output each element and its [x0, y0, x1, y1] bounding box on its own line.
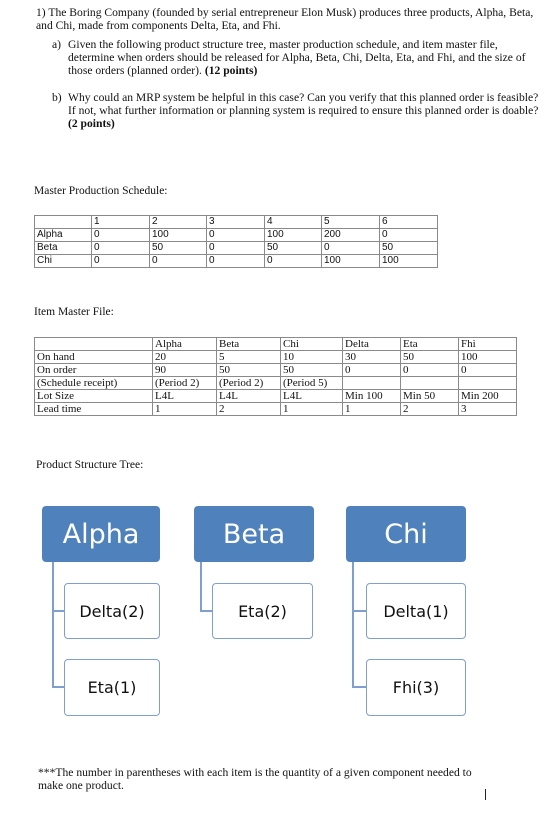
tree-connector: [352, 562, 354, 687]
table-row: [35, 229, 438, 242]
mps-cell: 0: [92, 242, 150, 255]
imf-column-header: Fhi: [459, 338, 517, 351]
imf-cell: 10: [281, 351, 343, 364]
footnote: ***The number in parentheses with each item is the quantity of a given component needed to make one product.: [38, 766, 472, 792]
mps-table: [34, 215, 438, 268]
mps-period: 1: [92, 216, 150, 229]
mps-cell: 0: [322, 242, 380, 255]
imf-cell: 0: [343, 364, 401, 377]
part-b-label: b): [52, 91, 62, 104]
imf-cell: 90: [153, 364, 217, 377]
tree-node-alpha: Alpha: [42, 506, 160, 562]
imf-row-label: (Schedule receipt): [35, 377, 153, 390]
table-row: [35, 351, 517, 364]
tree-connector: [52, 610, 64, 612]
mps-cell: 0: [265, 255, 322, 268]
imf-column-header: Chi: [281, 338, 343, 351]
imf-cell: L4L: [153, 390, 217, 403]
mps-item: Beta: [35, 242, 92, 255]
imf-cell: 1: [343, 403, 401, 416]
mps-cell: 100: [265, 229, 322, 242]
imf-cell: (Period 2): [217, 377, 281, 390]
imf-header-row: [35, 338, 517, 351]
imf-row-label: Lead time: [35, 403, 153, 416]
imf-cell: 30: [343, 351, 401, 364]
imf-cell: Min 50: [401, 390, 459, 403]
mps-cell: 50: [150, 242, 207, 255]
table-row: [35, 364, 517, 377]
tree-node-chi: Chi: [346, 506, 466, 562]
mps-cell: 0: [92, 229, 150, 242]
tree-connector: [352, 610, 366, 612]
imf-cell: [343, 377, 401, 390]
mps-cell: 50: [380, 242, 438, 255]
mps-cell: 0: [150, 255, 207, 268]
imf-title: Item Master File:: [34, 306, 114, 318]
imf-cell: L4L: [281, 390, 343, 403]
imf-cell: 2: [401, 403, 459, 416]
table-row: [35, 390, 517, 403]
imf-cell: Min 200: [459, 390, 517, 403]
mps-header-row: [35, 216, 438, 229]
mps-period: 5: [322, 216, 380, 229]
mps-period: 3: [207, 216, 265, 229]
mps-cell: 0: [207, 242, 265, 255]
imf-cell: 1: [153, 403, 217, 416]
imf-cell: 50: [401, 351, 459, 364]
imf-cell: 5: [217, 351, 281, 364]
tree-node-beta: Beta: [194, 506, 314, 562]
tree-node-eta: Eta(1): [64, 659, 160, 716]
mps-period: 4: [265, 216, 322, 229]
table-row: [35, 403, 517, 416]
imf-cell: (Period 5): [281, 377, 343, 390]
mps-cell: 200: [322, 229, 380, 242]
imf-row-label: Lot Size: [35, 390, 153, 403]
imf-cell: 50: [281, 364, 343, 377]
part-a-points: (12 points): [204, 64, 258, 77]
imf-cell: (Period 2): [153, 377, 217, 390]
imf-cell: 100: [459, 351, 517, 364]
imf-column-header: Delta: [343, 338, 401, 351]
imf-cell: 1: [281, 403, 343, 416]
part-b-text: Why could an MRP system be helpful in this case? Can you verify that this planned order is feasible? If not, what further information or planning system is required to ensure this planned order is doable?: [68, 91, 539, 117]
tree-node-delta: Delta(1): [366, 583, 466, 639]
question-number: 1): [36, 6, 46, 19]
mps-period: 6: [380, 216, 438, 229]
imf-column-header: Beta: [217, 338, 281, 351]
imf-cell: [459, 377, 517, 390]
imf-cell: 3: [459, 403, 517, 416]
tree-connector: [52, 562, 54, 687]
imf-column-header: Eta: [401, 338, 459, 351]
imf-cell: 0: [401, 364, 459, 377]
imf-cell: 0: [459, 364, 517, 377]
tree-connector: [200, 562, 202, 611]
mps-item: Chi: [35, 255, 92, 268]
tree-connector: [200, 610, 212, 612]
table-row: [35, 377, 517, 390]
imf-table: [34, 337, 517, 416]
mps-cell: 0: [380, 229, 438, 242]
imf-cell: L4L: [217, 390, 281, 403]
part-a-text: Given the following product structure tree, master production schedule, and item master file, determine when orders should be released for Alpha, Beta, Chi, Delta, Eta, and Fhi, and the size of those orders (planned order).: [68, 38, 526, 77]
mps-cell: 100: [150, 229, 207, 242]
question-part-b: [52, 91, 542, 130]
imf-cell: 20: [153, 351, 217, 364]
mps-cell: 0: [92, 255, 150, 268]
imf-cell: [401, 377, 459, 390]
table-row: [35, 242, 438, 255]
mps-cell: 100: [322, 255, 380, 268]
part-b-points: (2 points): [68, 117, 115, 130]
mps-period: 2: [150, 216, 207, 229]
question-intro-text: The Boring Company (founded by serial entrepreneur Elon Musk) produces three products, Alpha, Beta, and Chi, made from components Delta, Eta, and Fhi.: [36, 6, 534, 32]
text-cursor: [485, 789, 486, 800]
mps-cell: 0: [207, 255, 265, 268]
question-part-a: [52, 38, 542, 77]
part-a-label: a): [52, 38, 62, 51]
imf-cell: 2: [217, 403, 281, 416]
tree-connector: [352, 686, 366, 688]
mps-cell: 100: [380, 255, 438, 268]
tree-node-fhi: Fhi(3): [366, 659, 466, 716]
table-row: [35, 255, 438, 268]
tree-node-eta: Eta(2): [212, 583, 313, 639]
mps-item: Alpha: [35, 229, 92, 242]
imf-column-header: Alpha: [153, 338, 217, 351]
mps-title: Master Production Schedule:: [34, 185, 168, 197]
question-intro: [36, 6, 536, 32]
tree-node-delta: Delta(2): [64, 583, 160, 639]
mps-cell: 0: [207, 229, 265, 242]
imf-cell: 50: [217, 364, 281, 377]
tree-connector: [52, 686, 64, 688]
tree-title: Product Structure Tree:: [36, 459, 144, 471]
imf-row-label: On order: [35, 364, 153, 377]
imf-row-label: On hand: [35, 351, 153, 364]
imf-cell: Min 100: [343, 390, 401, 403]
mps-cell: 50: [265, 242, 322, 255]
